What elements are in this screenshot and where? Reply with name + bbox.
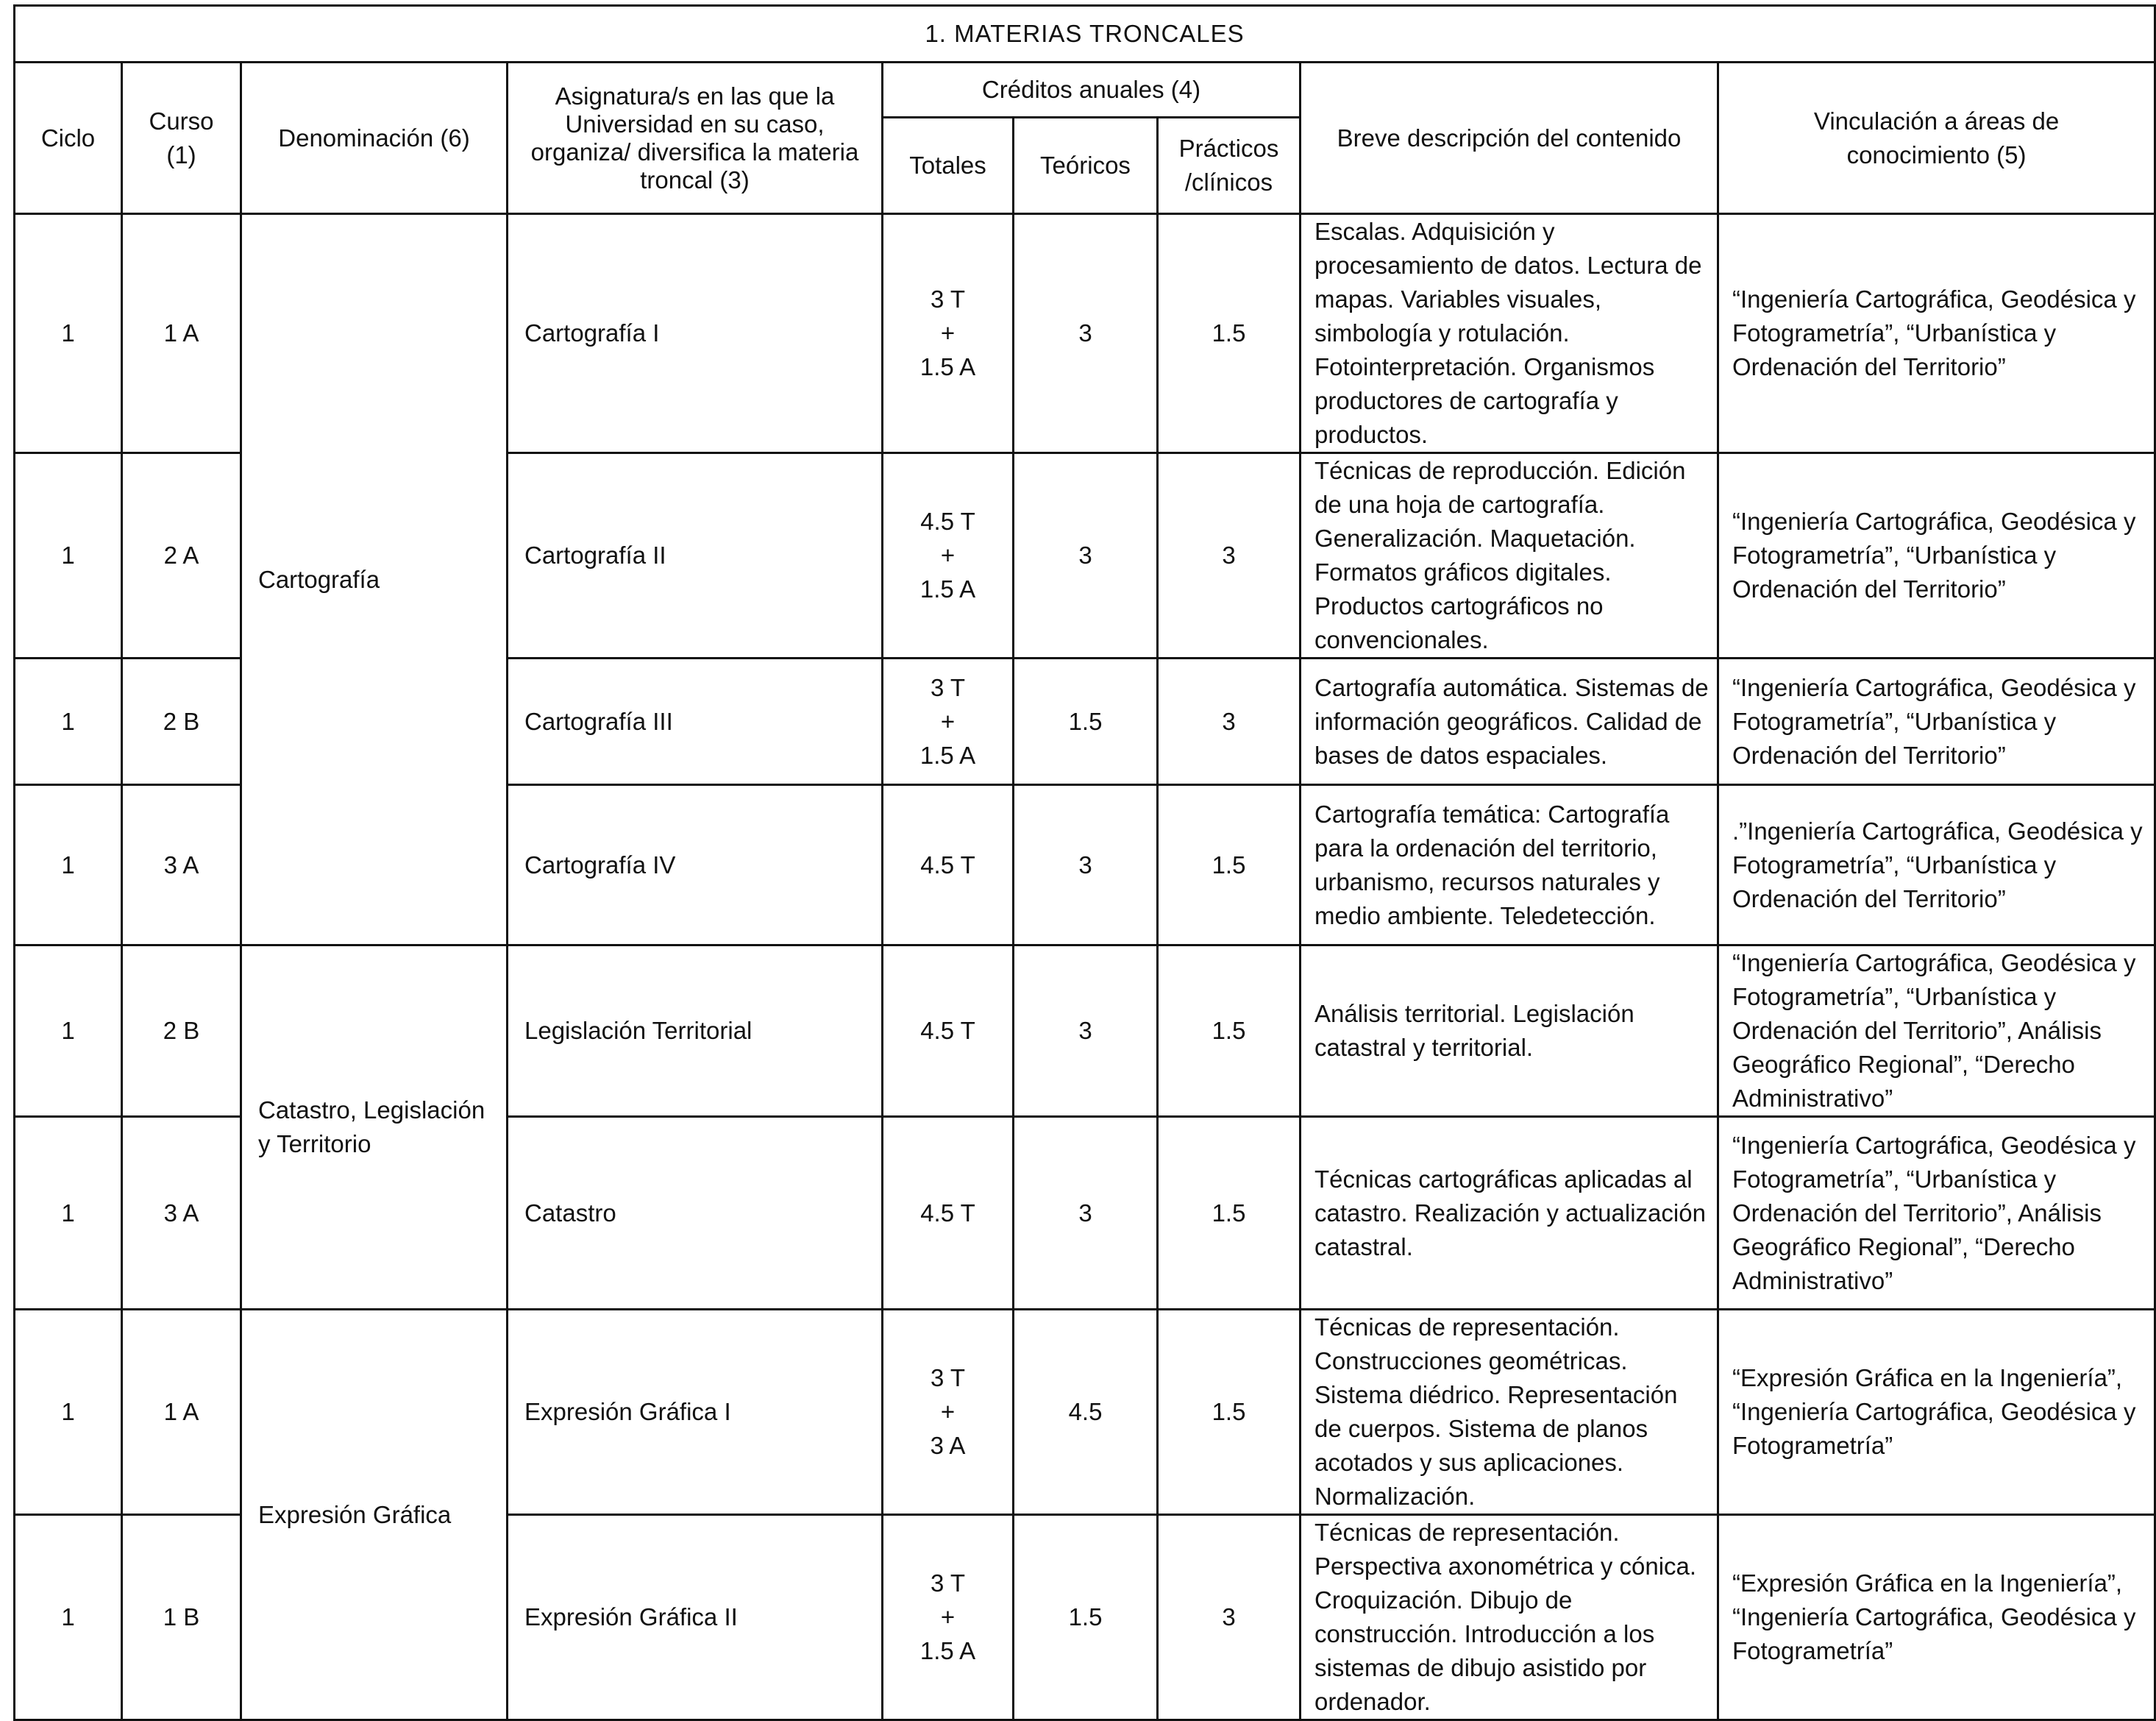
cell-curso: 2 B xyxy=(122,659,241,785)
totales-line: + xyxy=(940,1398,956,1425)
document-page xyxy=(13,4,2154,1721)
table-row xyxy=(15,214,2155,453)
header-totales: Totales xyxy=(883,118,1014,214)
cell-descripcion: Cartografía automática. Sistemas de información geográficos. Calidad de bases de datos espaciales. xyxy=(1301,659,1718,785)
cell-totales xyxy=(883,659,1014,785)
cell-teoricos: 4.5 xyxy=(1014,1310,1158,1515)
cell-vinculacion: “Ingeniería Cartográfica, Geodésica y Fotogrametría”, “Urbanística y Ordenación del Territorio”, Análisis Geográfico Regional”, “Derecho Administrativo” xyxy=(1718,1117,2155,1310)
totales-line: 4.5 T xyxy=(920,851,975,879)
header-denominacion: Denominación (6) xyxy=(241,63,508,214)
cell-descripcion: Técnicas de representación. Perspectiva axonométrica y cónica. Croquización. Dibujo de construcción. Introducción a los sistemas de dibujo asistido por ordenador. xyxy=(1301,1515,1718,1720)
totales-line: 3 T xyxy=(930,1569,966,1597)
totales-line: + xyxy=(940,319,956,347)
cell-totales xyxy=(883,214,1014,453)
header-asignatura: Asignatura/s en las que la Universidad en su caso, organiza/ diversifica la materia troncal (3) xyxy=(508,63,883,214)
cell-totales xyxy=(883,1515,1014,1720)
cell-curso: 3 A xyxy=(122,1117,241,1310)
cell-asignatura: Cartografía IV xyxy=(508,785,883,945)
cell-ciclo: 1 xyxy=(15,1117,122,1310)
cell-totales xyxy=(883,1117,1014,1310)
header-practicos: Prácticos /clínicos xyxy=(1158,118,1301,214)
header-vinculacion: Vinculación a áreas de conocimiento (5) xyxy=(1718,63,2155,214)
header-teoricos: Teóricos xyxy=(1014,118,1158,214)
table-title: 1. MATERIAS TRONCALES xyxy=(15,6,2155,63)
cell-ciclo: 1 xyxy=(15,945,122,1117)
cell-denominacion: Cartografía xyxy=(241,214,508,945)
cell-ciclo: 1 xyxy=(15,785,122,945)
cell-practicos: 1.5 xyxy=(1158,1310,1301,1515)
cell-practicos: 1.5 xyxy=(1158,785,1301,945)
cell-curso: 1 A xyxy=(122,1310,241,1515)
cell-asignatura: Catastro xyxy=(508,1117,883,1310)
header-descripcion: Breve descripción del contenido xyxy=(1301,63,1718,214)
cell-vinculacion: .”Ingeniería Cartográfica, Geodésica y Fotogrametría”, “Urbanística y Ordenación del Territorio” xyxy=(1718,785,2155,945)
cell-teoricos: 3 xyxy=(1014,1117,1158,1310)
cell-denominacion: Expresión Gráfica xyxy=(241,1310,508,1720)
cell-vinculacion: “Ingeniería Cartográfica, Geodésica y Fotogrametría”, “Urbanística y Ordenación del Territorio”, Análisis Geográfico Regional”, “Derecho Administrativo” xyxy=(1718,945,2155,1117)
cell-curso: 3 A xyxy=(122,785,241,945)
cell-practicos: 3 xyxy=(1158,1515,1301,1720)
totales-line: + xyxy=(940,542,956,569)
cell-ciclo: 1 xyxy=(15,214,122,453)
cell-practicos: 3 xyxy=(1158,659,1301,785)
totales-line: 3 T xyxy=(930,285,966,313)
cell-teoricos: 1.5 xyxy=(1014,1515,1158,1720)
totales-line: 4.5 T xyxy=(920,508,975,535)
materias-troncales-table xyxy=(13,4,2156,1721)
cell-asignatura: Legislación Territorial xyxy=(508,945,883,1117)
cell-totales xyxy=(883,1310,1014,1515)
cell-totales xyxy=(883,785,1014,945)
totales-line: 1.5 A xyxy=(919,1637,976,1664)
cell-descripcion: Técnicas de reproducción. Edición de una hoja de cartografía. Generalización. Maquetación. Formatos gráficos digitales. Productos cartográficos no convencionales. xyxy=(1301,453,1718,659)
cell-ciclo: 1 xyxy=(15,659,122,785)
cell-vinculacion: “Ingeniería Cartográfica, Geodésica y Fotogrametría”, “Urbanística y Ordenación del Territorio” xyxy=(1718,214,2155,453)
cell-descripcion: Escalas. Adquisición y procesamiento de datos. Lectura de mapas. Variables visuales, simbología y rotulación. Fotointerpretación. Organismos productores de cartografía y productos. xyxy=(1301,214,1718,453)
header-ciclo: Ciclo xyxy=(15,63,122,214)
totales-line: 3 T xyxy=(930,1364,966,1391)
totales-line: 1.5 A xyxy=(919,575,976,603)
cell-practicos: 1.5 xyxy=(1158,214,1301,453)
totales-line: 3 T xyxy=(930,673,966,701)
cell-teoricos: 3 xyxy=(1014,453,1158,659)
cell-descripcion: Técnicas de representación. Construcciones geométricas. Sistema diédrico. Representación de cuerpos. Sistema de planos acotados y sus aplicaciones. Normalización. xyxy=(1301,1310,1718,1515)
totales-line: + xyxy=(940,707,956,735)
cell-teoricos: 3 xyxy=(1014,945,1158,1117)
cell-curso: 1 B xyxy=(122,1515,241,1720)
cell-curso: 2 B xyxy=(122,945,241,1117)
cell-teoricos: 1.5 xyxy=(1014,659,1158,785)
cell-curso: 2 A xyxy=(122,453,241,659)
cell-asignatura: Expresión Gráfica I xyxy=(508,1310,883,1515)
totales-line: + xyxy=(940,1603,956,1630)
cell-denominacion: Catastro, Legislación y Territorio xyxy=(241,945,508,1310)
cell-totales xyxy=(883,945,1014,1117)
cell-totales xyxy=(883,453,1014,659)
cell-vinculacion: “Ingeniería Cartográfica, Geodésica y Fotogrametría”, “Urbanística y Ordenación del Territorio” xyxy=(1718,659,2155,785)
cell-practicos: 3 xyxy=(1158,453,1301,659)
cell-ciclo: 1 xyxy=(15,1310,122,1515)
cell-asignatura: Expresión Gráfica II xyxy=(508,1515,883,1720)
totales-line: 1.5 A xyxy=(919,353,976,380)
cell-ciclo: 1 xyxy=(15,453,122,659)
totales-line: 1.5 A xyxy=(919,741,976,769)
cell-practicos: 1.5 xyxy=(1158,1117,1301,1310)
cell-descripcion: Análisis territorial. Legislación catastral y territorial. xyxy=(1301,945,1718,1117)
totales-line: 3 A xyxy=(930,1432,966,1459)
totales-line: 4.5 T xyxy=(920,1017,975,1044)
table-row xyxy=(15,945,2155,1117)
cell-asignatura: Cartografía III xyxy=(508,659,883,785)
table-row xyxy=(15,1310,2155,1515)
cell-descripcion: Técnicas cartográficas aplicadas al catastro. Realización y actualización catastral. xyxy=(1301,1117,1718,1310)
cell-vinculacion: “Expresión Gráfica en la Ingeniería”, “Ingeniería Cartográfica, Geodésica y Fotogrametría” xyxy=(1718,1515,2155,1720)
cell-vinculacion: “Expresión Gráfica en la Ingeniería”, “Ingeniería Cartográfica, Geodésica y Fotogrametría” xyxy=(1718,1310,2155,1515)
cell-descripcion: Cartografía temática: Cartografía para la ordenación del territorio, urbanismo, recursos naturales y medio ambiente. Teledetección. xyxy=(1301,785,1718,945)
cell-vinculacion: “Ingeniería Cartográfica, Geodésica y Fotogrametría”, “Urbanística y Ordenación del Territorio” xyxy=(1718,453,2155,659)
cell-curso: 1 A xyxy=(122,214,241,453)
header-creditos: Créditos anuales (4) xyxy=(883,63,1301,118)
cell-asignatura: Cartografía II xyxy=(508,453,883,659)
cell-ciclo: 1 xyxy=(15,1515,122,1720)
totales-line: 4.5 T xyxy=(920,1199,975,1227)
cell-teoricos: 3 xyxy=(1014,785,1158,945)
cell-asignatura: Cartografía I xyxy=(508,214,883,453)
cell-practicos: 1.5 xyxy=(1158,945,1301,1117)
header-curso: Curso (1) xyxy=(122,63,241,214)
table-body xyxy=(15,214,2155,1720)
cell-teoricos: 3 xyxy=(1014,214,1158,453)
